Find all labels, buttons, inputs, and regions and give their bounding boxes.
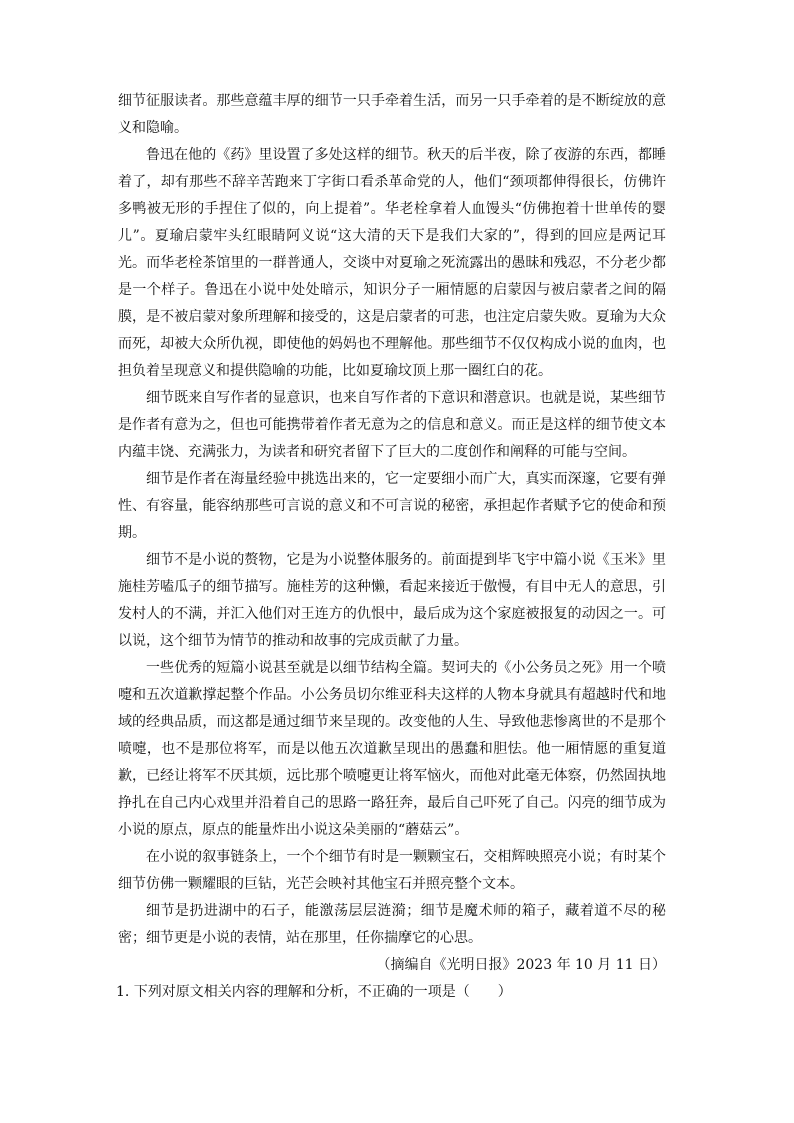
paragraph-3: 细节既来自写作者的显意识，也来自写作者的下意识和潜意识。也就是说，某些细节是作者有意为之，但也可能携带着作者无意为之的信息和意义。而正是这样的细节使文本内蕴丰饶、充满张力，为读者和研究者留下了巨大的二度创作和阐释的可能与空间。 <box>118 390 666 460</box>
paragraph-2: 鲁迅在他的《药》里设置了多处这样的细节。秋天的后半夜，除了夜游的东西，都睡着了，却有那些不辞辛苦跑来丁字街口看杀革命党的人，他们“颈项都伸得很长，仿佛许多鸭被无形的手捏住了似的，向上提着”。华老栓拿着人血馒头“仿佛抱着十世单传的婴儿”。夏瑜启蒙牢头红眼睛阿义说“这大清的天下是我们大家的”，得到的回应是两记耳光。而华老栓茶馆里的一群普通人，交谈中对夏瑜之死流露出的愚昧和残忍，不分老少都是一个样子。鲁迅在小说中处处暗示，知识分子一厢情愿的启蒙因与被启蒙者之间的隔膜，是不被启蒙对象所理解和接受的，这是启蒙者的可悲，也注定启蒙失败。夏瑜为大众而死，却被大众所仇视，即使他的妈妈也不理解他。那些细节不仅仅构成小说的血肉，也担负着呈现意义和提供隐喻的功能，比如夏瑜坟顶上那一圈红白的花。 <box>118 147 666 379</box>
question-1: 1. 下列对原文相关内容的理解和分析，不正确的一项是（ ） <box>116 984 512 1000</box>
paragraph-4: 细节是作者在海量经验中挑选出来的，它一定要细小而广大，真实而深邃，它要有弹性、有容量，能容纳那些可言说的意义和不可言说的秘密，承担起作者赋予它的使命和预期。 <box>118 471 666 541</box>
article-source: （摘编自《光明日报》2023 年 10 月 11 日） <box>376 957 666 973</box>
paragraph-6: 一些优秀的短篇小说甚至就是以细节结构全篇。契诃夫的《小公务员之死》用一个喷嚏和五次道歉撑起整个作品。小公务员切尔维亚科夫这样的人物本身就具有超越时代和地域的经典品质，而这都是通过细节来呈现的。改变他的人生、导致他悲惨离世的不是那个喷嚏，也不是那位将军，而是以他五次道歉呈现出的愚蠢和胆怯。他一厢情愿的重复道歉，已经让将军不厌其烦，远比那个喷嚏更让将军恼火，而他对此毫无体察，仍然固执地挣扎在自己内心戏里并沿着自己的思路一路狂奔，最后自己吓死了自己。闪亮的细节成为小说的原点，原点的能量炸出小说这朵美丽的“蘑菇云”。 <box>118 660 666 838</box>
paragraph-5: 细节不是小说的赘物，它是为小说整体服务的。前面提到毕飞宇中篇小说《玉米》里施桂芳嗑瓜子的细节描写。施桂芳的这种懒，看起来接近于傲慢，有目中无人的意思，引发村人的不满，并汇入他们对王连方的仇恨中，最后成为这个家庭被报复的动因之一。可以说，这个细节为情节的推动和故事的完成贡献了力量。 <box>118 552 666 649</box>
article-page <box>118 88 666 1006</box>
paragraph-8: 细节是扔进湖中的石子，能激荡层层涟漪；细节是魔术师的箱子，藏着道不尽的秘密；细节更是小说的表情，站在那里，任你揣摩它的心思。 <box>118 903 666 946</box>
paragraph-1: 细节征服读者。那些意蕴丰厚的细节一只手牵着生活，而另一只手牵着的是不断绽放的意义和隐喻。 <box>118 93 666 136</box>
paragraph-7: 在小说的叙事链条上，一个个细节有时是一颗颗宝石，交相辉映照亮小说；有时某个细节仿佛一颗耀眼的巨钻，光芒会映衬其他宝石并照亮整个文本。 <box>118 849 666 892</box>
